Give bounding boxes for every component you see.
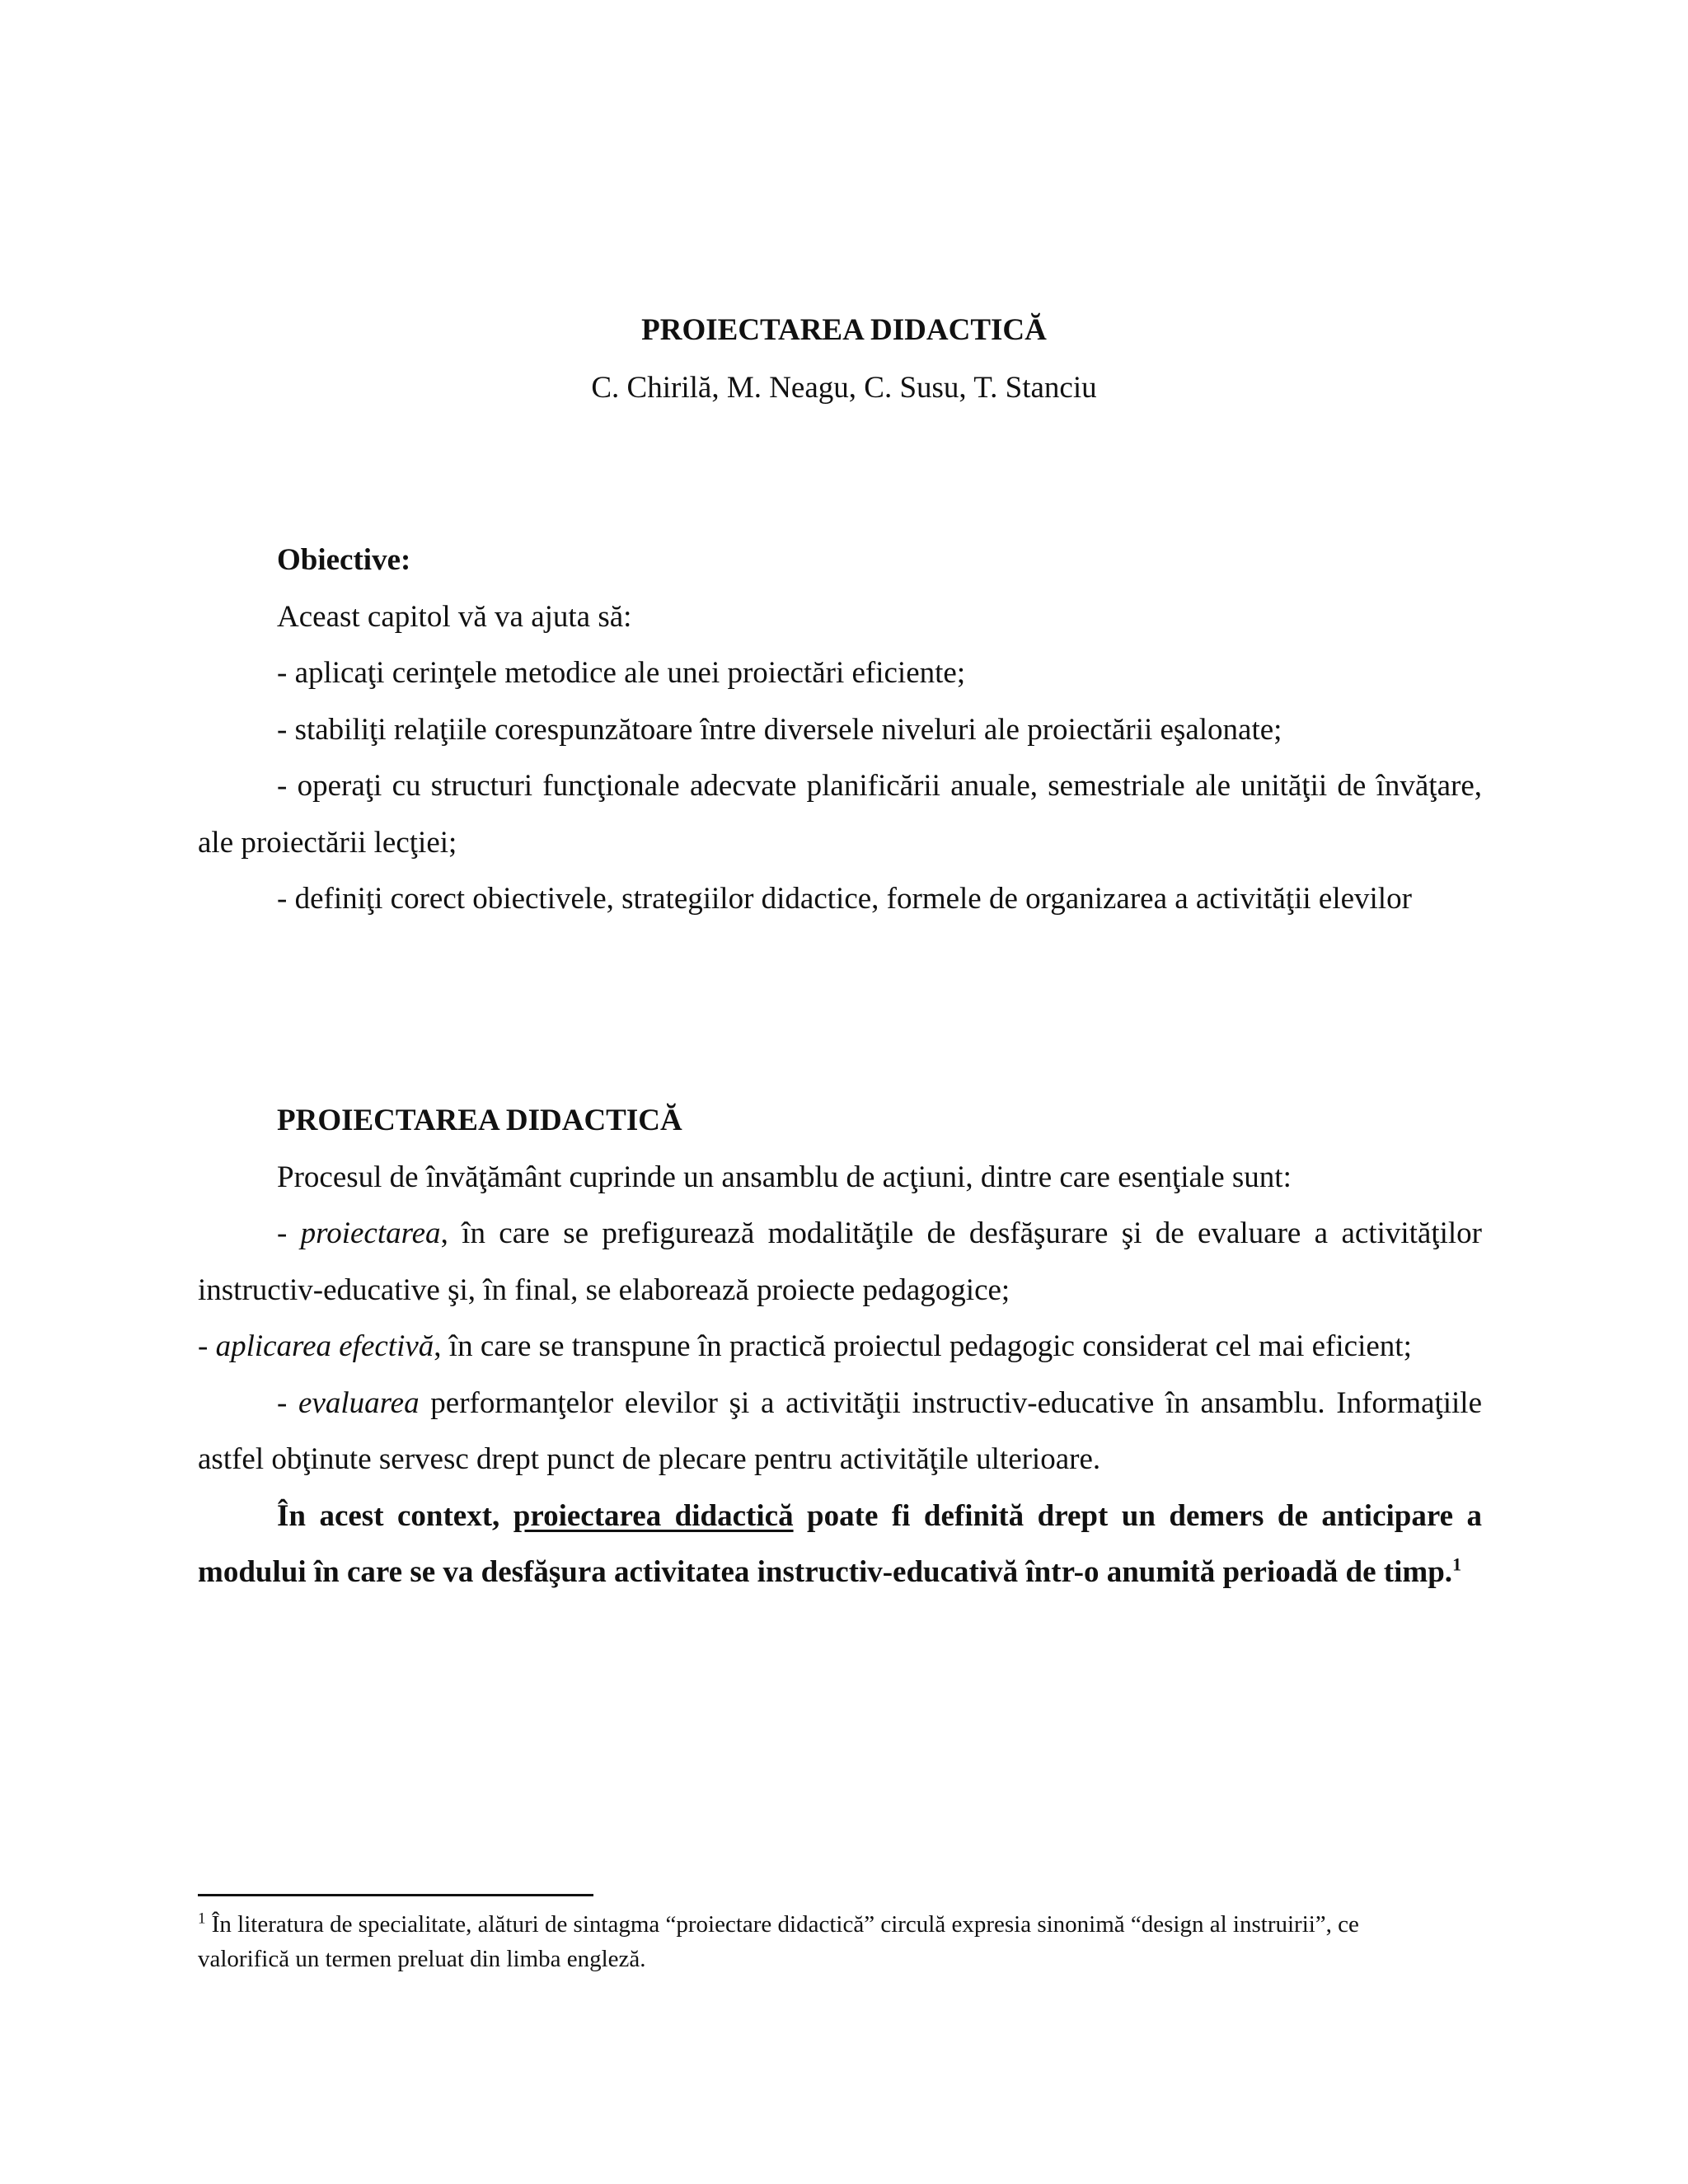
objective-item: - stabiliţi relaţiile corespunzătoare între diversele niveluri ale proiectării eşalonate; [277, 712, 1282, 747]
objectives-intro: Aceast capitol vă va ajuta să: [277, 599, 632, 634]
item-dash: - [277, 1385, 299, 1420]
item-text: performanţelor elevilor şi a activităţii instructiv-educative în ansamblu. Informaţiile astfel obţinute servesc drept punct de plecare pentru activităţile ulterioare. [198, 1385, 1482, 1476]
footnote-reference[interactable]: 1 [1452, 1554, 1462, 1575]
list-item-proiectarea [198, 1206, 1482, 1319]
item-dash: - [198, 1329, 216, 1363]
list-item-aplicarea [198, 1319, 1482, 1376]
item-term: aplicarea efectivă [215, 1329, 434, 1363]
section-intro: Procesul de învăţământ cuprinde un ansamblu de acţiuni, dintre care esenţiale sunt: [277, 1160, 1292, 1194]
item-term: evaluarea [298, 1385, 420, 1420]
item-dash: - [277, 1216, 301, 1250]
definition-post: poate fi definită drept un demers de anticipare a modului în care se va desfăşura activitatea instructiv-educativă într-o anumită perioadă de timp. [198, 1498, 1482, 1589]
item-text: , în care se prefigurează modalităţile de desfăşurare şi de evaluare a activităţilor instructiv-educative şi, în final, se elaborează proiecte pedagogice; [198, 1216, 1482, 1307]
footnote-text: În literatura de specialitate, alături de sintagma “proiectare didactică” circulă expresia sinonimă “design al instruirii”, ce valorifică un termen preluat din limba engleză. [198, 1911, 1359, 1972]
document-title: PROIECTAREA DIDACTICĂ [641, 313, 1047, 347]
objective-item: - aplicaţi cerinţele metodice ale unei proiectări eficiente; [277, 656, 966, 690]
section-heading: PROIECTAREA DIDACTICĂ [277, 1104, 682, 1137]
footnote [198, 1907, 1401, 1976]
objectives-heading: Obiective: [277, 543, 411, 577]
objectives-section [198, 532, 1482, 928]
definition-pre: În acest context, [277, 1498, 513, 1533]
item-term: proiectarea [300, 1216, 441, 1250]
main-section [198, 1093, 1482, 1601]
objective-item: - definiţi corect obiectivele, strategiilor didactice, formele de organizarea a activităţii elevilor [277, 882, 1412, 916]
definition-paragraph [198, 1488, 1482, 1601]
objective-item: - operaţi cu structuri funcţionale adecvate planificării anuale, semestriale ale unităţii de învăţare, ale proiectării lecţiei; [198, 769, 1482, 860]
list-item-evaluarea [198, 1376, 1482, 1488]
footnote-number: 1 [198, 1910, 206, 1928]
document-authors: C. Chirilă, M. Neagu, C. Susu, T. Stanciu [591, 371, 1097, 405]
definition-term: proiectarea didactică [513, 1498, 794, 1533]
footnote-divider [198, 1894, 593, 1896]
item-text: , în care se transpune în practică proiectul pedagogic considerat cel mai eficient; [434, 1329, 1412, 1363]
